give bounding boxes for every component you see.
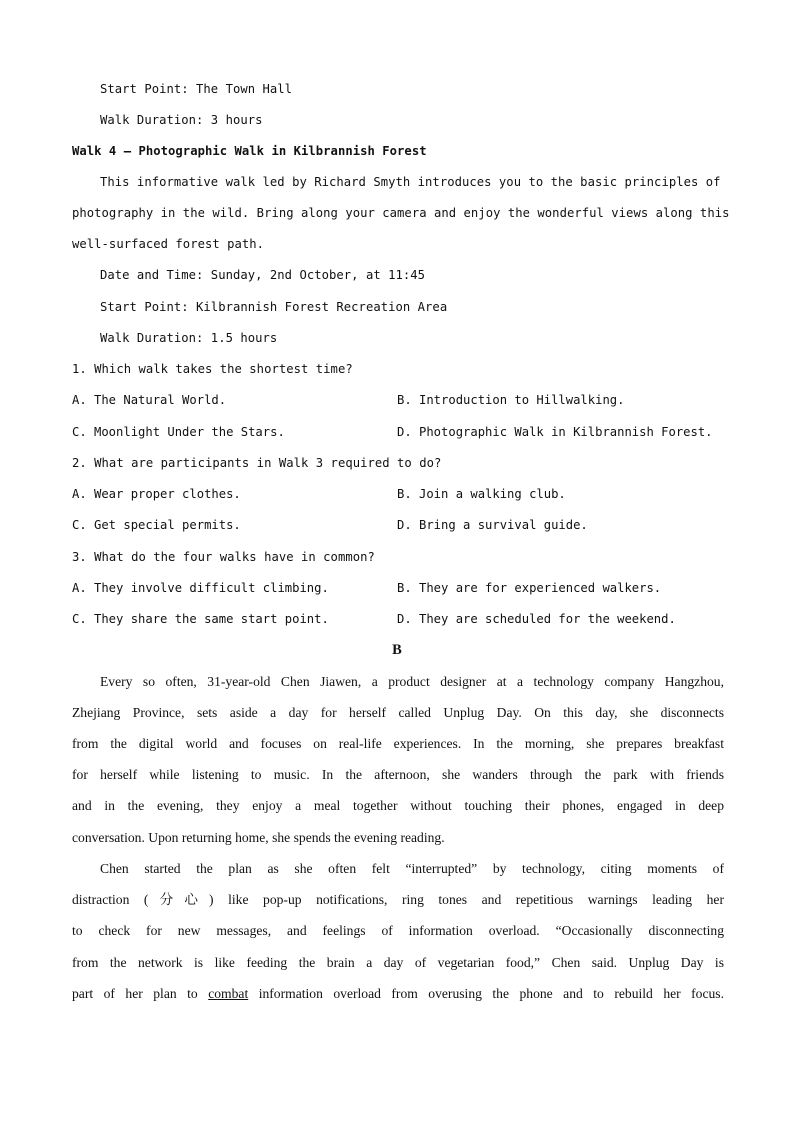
b-paragraph-1-line-4: for herself while listening to music. In the afternoon, she wanders through the park with friends xyxy=(72,767,724,782)
section-b-label: B xyxy=(392,642,402,658)
b-paragraph-1-line-5: and in the evening, they enjoy a meal together without touching their phones, engaged in deep xyxy=(72,798,724,813)
question-1-option-c[interactable]: C. Moonlight Under the Stars. xyxy=(72,425,285,439)
b-paragraph-1-line-3: from the digital world and focuses on real-life experiences. In the morning, she prepares breakfast xyxy=(72,736,724,751)
b-paragraph-1-line-1: Every so often, 31-year-old Chen Jiawen, a product designer at a technology company Hangzhou, xyxy=(100,674,724,689)
question-2-option-b[interactable]: B. Join a walking club. xyxy=(397,487,566,501)
question-3-option-a[interactable]: A. They involve difficult climbing. xyxy=(72,581,329,595)
walk4-desc-line-1: This informative walk led by Richard Smyth introduces you to the basic principles of xyxy=(100,175,721,189)
b-paragraph-2-line-1: Chen started the plan as she often felt “interrupted” by technology, citing moments of xyxy=(100,861,724,876)
question-1-option-a[interactable]: A. The Natural World. xyxy=(72,393,227,407)
question-3-option-d[interactable]: D. They are scheduled for the weekend. xyxy=(397,612,676,626)
question-1-option-d[interactable]: D. Photographic Walk in Kilbrannish Forest. xyxy=(397,425,713,439)
underlined-word-combat: combat xyxy=(208,986,249,1001)
question-3-option-b[interactable]: B. They are for experienced walkers. xyxy=(397,581,662,595)
b-paragraph-1-line-2: Zhejiang Province, sets aside a day for herself called Unplug Day. On this day, she disconnects xyxy=(72,705,724,720)
b-paragraph-2-line-4: from the network is like feeding the brain a day of vegetarian food,” Chen said. Unplug Day is xyxy=(72,955,724,970)
b-paragraph-2-line-5-after: information overload from overusing the phone and to rebuild her focus. xyxy=(248,986,724,1001)
b-paragraph-2-line-5 xyxy=(72,985,724,1003)
walk3-duration: Walk Duration: 3 hours xyxy=(100,113,263,127)
walk4-desc-line-2: photography in the wild. Bring along your camera and enjoy the wonderful views along this xyxy=(72,206,730,220)
walk4-start-point: Start Point: Kilbrannish Forest Recreation Area xyxy=(100,300,448,314)
question-2-option-c[interactable]: C. Get special permits. xyxy=(72,518,241,532)
question-1-option-b[interactable]: B. Introduction to Hillwalking. xyxy=(397,393,625,407)
question-2-stem: 2. What are participants in Walk 3 required to do? xyxy=(72,456,442,470)
walk3-start-point: Start Point: The Town Hall xyxy=(100,82,293,96)
walk4-heading: Walk 4 — Photographic Walk in Kilbrannish Forest xyxy=(72,144,427,158)
question-3-option-c[interactable]: C. They share the same start point. xyxy=(72,612,329,626)
b-paragraph-1-line-6: conversation. Upon returning home, she spends the evening reading. xyxy=(72,830,445,845)
b-paragraph-2-line-5-before: part of her plan to xyxy=(72,986,209,1001)
b-paragraph-2-line-2: distraction (分心) like pop-up notifications, ring tones and repetitious warnings leading her xyxy=(72,892,724,907)
walk4-date-time: Date and Time: Sunday, 2nd October, at 11:45 xyxy=(100,268,426,282)
b-paragraph-2-line-3: to check for new messages, and feelings of information overload. “Occasionally disconnecting xyxy=(72,923,724,938)
walk4-desc-line-3: well-surfaced forest path. xyxy=(72,237,265,251)
question-1-stem: 1. Which walk takes the shortest time? xyxy=(72,362,353,376)
question-2-option-d[interactable]: D. Bring a survival guide. xyxy=(397,518,588,532)
question-3-stem: 3. What do the four walks have in common? xyxy=(72,550,375,564)
question-2-option-a[interactable]: A. Wear proper clothes. xyxy=(72,487,241,501)
walk4-duration: Walk Duration: 1.5 hours xyxy=(100,331,278,345)
